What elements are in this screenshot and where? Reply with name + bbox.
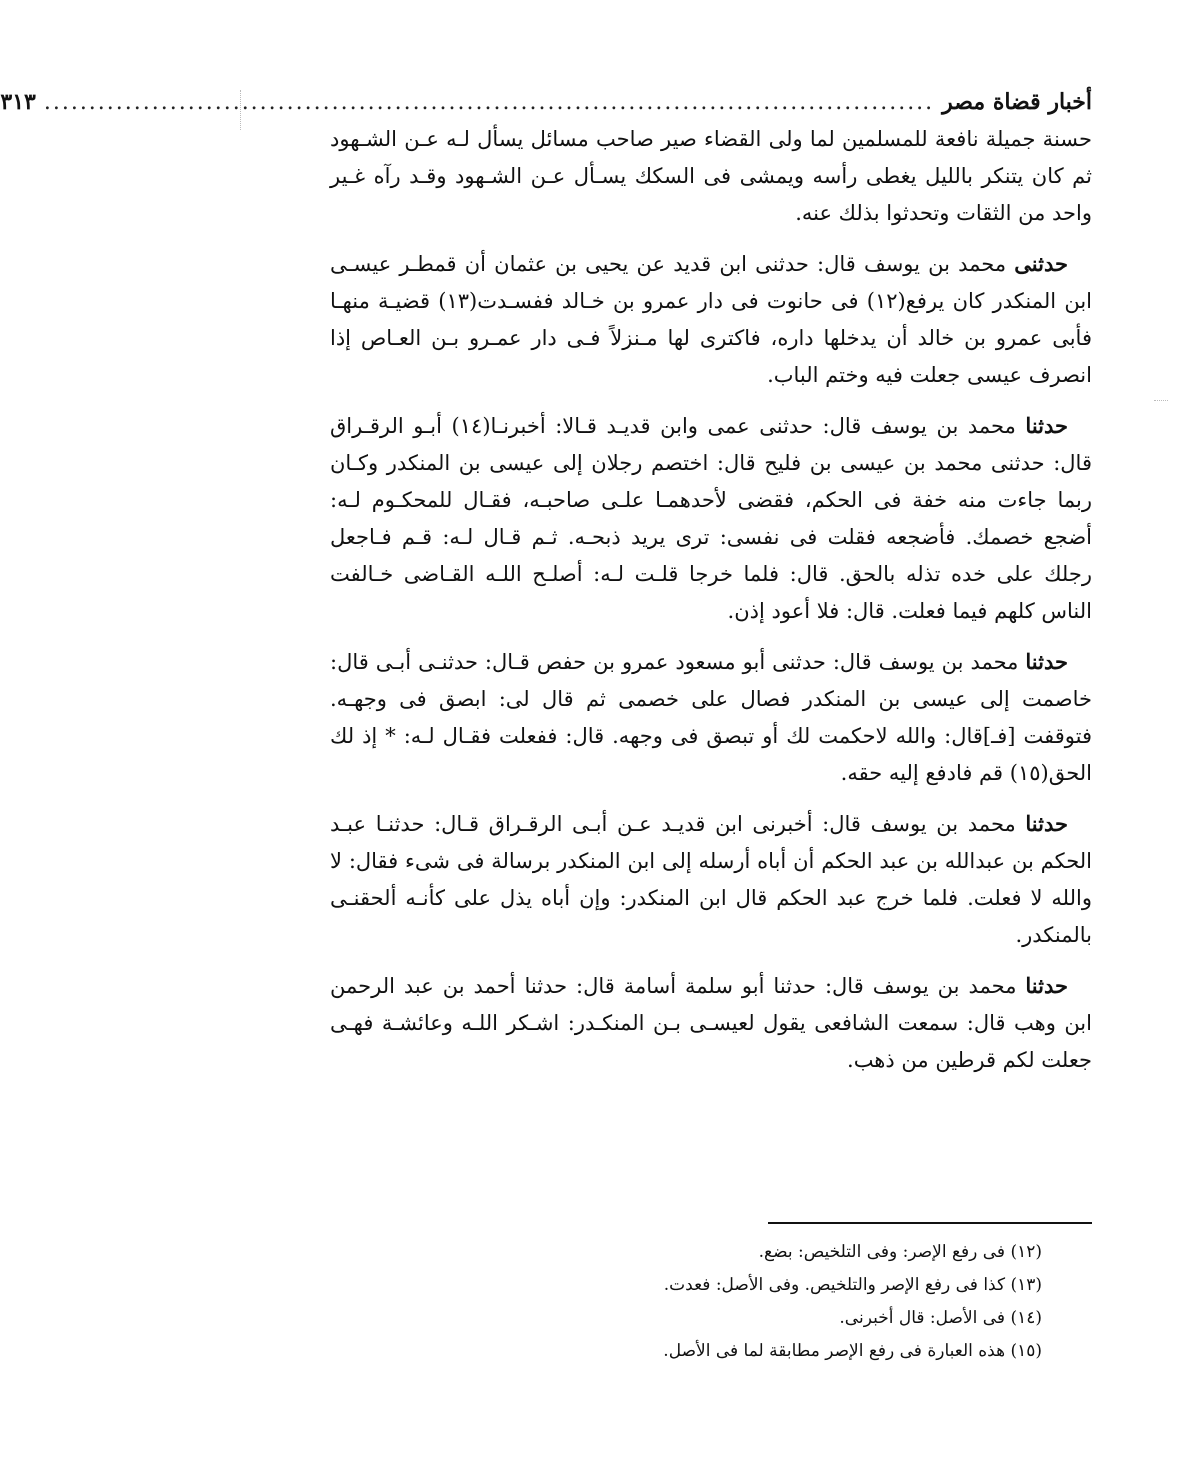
footnote: (١٤) فى الأصل: قال أخبرنى. [839,1308,1042,1328]
paragraph [330,805,1092,954]
book-page [0,86,1092,1361]
paragraph-text: محمد بن يوسف قال: حدثنى أبو مسعود عمرو بن حفص قـال: حدثنـى أبـى قال: خاصمت إلى عيسى بن المنكدر فصال على خصمى ثم قال لى: ابصق فى وجهـه. فتوقفت [فـ]قال: والله لاحكمت لك أو تبصق فى وجهه. قال: ففعلت فقـال لـه: * إذ لك الحق(١٥) قم فادفع إليه حقه. [330,650,1092,785]
footnote: (١٣) كذا فى رفع الإصر والتلخيص. وفى الأصل: فعدت. [663,1275,1042,1295]
footnote-separator [768,1222,1092,1224]
paragraph-lead: حدثنى [1014,251,1068,276]
running-header [0,86,1092,120]
paragraph [330,967,1092,1079]
paragraph-text: محمد بن يوسف قال: أخبرنى ابن قديـد عـن أبـى الرقـراق قـال: حدثنـا عبـد الحكم بن عبدالله بن عبد الحكم أن أباه أرسله إلى ابن المنكدر برسالة فى شىء فقال: لا والله لا فعلت. فلما خرج عبد الحكم قال ابن المنكدر: وإن أباه يذل على كأنـه ألحقنـى بالمنكدر. [330,812,1092,947]
paragraph-text: حسنة جميلة نافعة للمسلمين لما ولى القضاء صير صاحب مسائل يسأل لـه عـن الشـهود ثم كان يتنكر بالليل يغطى رأسه ويمشى فى السكك يسـأل عـن الشـهود وقـد رآه غـير واحد من الثقات وتحدثوا بذلك عنه. [330,127,1092,225]
paragraph [330,407,1092,630]
paragraph [330,643,1092,792]
footnote: (١٥) هذه العبارة فى رفع الإصر مطابقة لما فى الأصل. [663,1341,1042,1361]
footnotes [402,1236,1042,1368]
book-title: أخبار قضاة مصر [942,89,1092,115]
header-leader-dots: ................................................................................................... [43,90,935,115]
paragraph-lead: حدثنا [1025,649,1068,674]
paragraph [330,120,1092,232]
margin-mark [1154,400,1168,401]
paragraph-lead: حدثنا [1025,413,1069,438]
page-number: ٣١٣ [0,89,36,115]
paragraph [330,245,1092,394]
paragraph-text: محمد بن يوسف قال: حدثنى عمى وابن قديـد قـالا: أخبرنـا(١٤) أبـو الرقـراق قال: حدثنى محمد بن عيسى بن فليح قال: اختصم رجلان إلى عيسى بن المنكدر وكـان ربما جاءت منه خفة فى الحكم، فقضى لأحدهمـا علـى صاحبـه، فقـال للمحكـوم لـه: أضجع خصمك. فأضجعه فقلت فى نفسى: ترى يريد ذبحـه. ثـم قـال لـه: قـم فـاجعل رجلك على خده تذله بالحق. قال: فلما خرجا قلـت لـه: أصلـح اللـه القـاضى خـالفت الناس كلهم فيما فعلت. قال: فلا أعود إذن. [330,414,1092,623]
paragraph-lead: حدثنا [1025,811,1068,836]
paragraph-text: محمد بن يوسف قال: حدثنى ابن قديد عن يحيى بن عثمان أن قمطـر عيسـى ابن المنكدر كان يرفع(١٢) فى حانوت فى دار عمرو بن خـالد ففسـدت(١٣) قضيـة منهـا فأبى عمرو بن خالد أن يدخلها داره، فاكترى لها مـنزلاً فـى دار عمـرو بـن العـاص إذا انصرف عيسى جعلت فيه وختم الباب. [330,252,1092,387]
paragraph-lead: حدثنا [1025,973,1068,998]
paragraph-text: محمد بن يوسف قال: حدثنا أبو سلمة أسامة قال: حدثنا أحمد بن عبد الرحمن ابن وهب قال: سمعت الشافعى يقول لعيسـى بـن المنكـدر: اشـكر اللـه وعائشـة فهـى جعلت لكم قرطين من ذهب. [330,974,1092,1072]
footnote: (١٢) فى رفع الإصر: وفى التلخيص: بضع. [758,1242,1042,1262]
